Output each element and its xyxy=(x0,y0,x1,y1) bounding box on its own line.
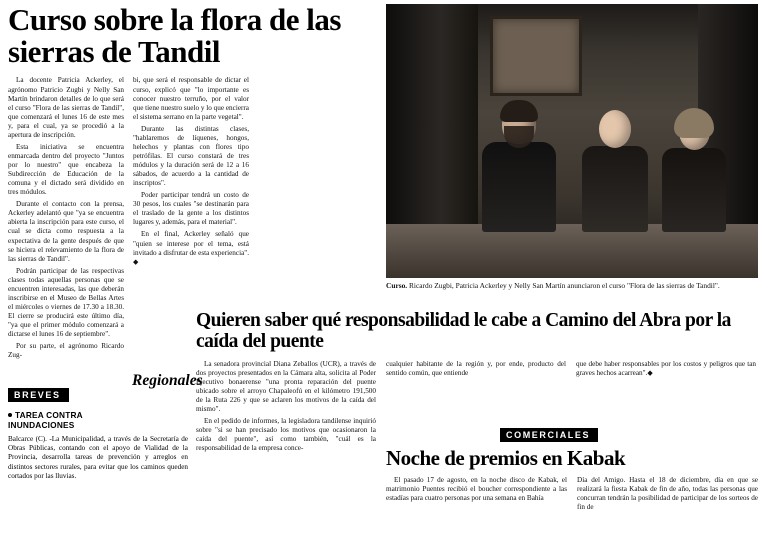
paragraph: cualquier habitante de la región y, por ende, producto del sentido común, que entiende xyxy=(386,359,566,377)
photo-person-right xyxy=(662,113,726,232)
breves-tag: BREVES xyxy=(8,388,69,402)
breves-item-body xyxy=(8,435,188,481)
article-kabak-columns xyxy=(386,476,758,515)
paragraph: La docente Patricia Ackerley, el agrónomo Patricio Zugbi y Nelly San Martín brindaron detalles de lo que será el curso "Flora de las sierras de Tandil", que comenzará el lunes 16 de este mes y, para el cual, ya se procedió a la apertura de inscripción. xyxy=(8,76,124,139)
paragraph: que debe haber responsables por los costos y peligros que tan graves hechos acarrean".◆ xyxy=(576,359,756,377)
photo-caption xyxy=(386,281,758,291)
paragraph: Por su parte, el agrónomo Ricardo Zug- xyxy=(8,342,124,360)
photo-block xyxy=(386,4,758,291)
photo-caption-lead: Curso. xyxy=(386,281,408,290)
article-kabak-column-2 xyxy=(577,476,758,515)
photo-person-center-torso xyxy=(582,146,648,232)
photo-person-left xyxy=(482,104,556,232)
photo-caption-text: Ricardo Zugbi, Patricia Ackerley y Nelly San Martín anunciaron el curso "Flora de las sierras de Tandil". xyxy=(407,281,720,290)
article-abra-columns xyxy=(196,360,758,457)
paragraph: Durante las distintas clases, "hablaremos de líquenes, hongos, helechos y plantas con flores tipo petrófilas. El curso constará de tres módulos y la duración será de 12 a 16 sábados, de acuerdo a la cantidad de inscriptos". xyxy=(133,124,249,188)
paragraph: Día del Amigo. Hasta el 18 de diciembre, día en que se realizará la fiesta Kabak de fin de año, todas las personas que concurran tendrán la posibilidad de participar de los sorteos de fin de xyxy=(577,475,758,512)
bullet-icon xyxy=(8,413,12,417)
paragraph: Podrán participar de las respectivas clases todas aquellas personas que se encuentren interesadas, las que deberán inscribirse en el Museo de Bellas Artes el miércoles o viernes de 17.30 a 18.30. El cierre se producirá este último día, "ya que el primer módulo comenzará a dictarse el lunes 16 de septiembre". xyxy=(8,266,124,339)
section-title-regionales: Regionales xyxy=(132,372,203,389)
photo-table xyxy=(386,224,758,278)
paragraph: Poder participar tendrá un costo de 30 pesos, los cuales "se destinarán para el traslado de la gente a los distintos lugares y, además, para el material". xyxy=(133,191,249,227)
comerciales-tag: COMERCIALES xyxy=(500,428,598,442)
article-photo xyxy=(386,4,758,278)
article-abra-column-3 xyxy=(576,360,756,457)
paragraph: En el pedido de informes, la legisladora tandilense inquirió sobre "si se han precisado los motivos que ocasionaron la caída del puente", así como también, "cuál es la responsabilidad de la empresa conce- xyxy=(196,417,376,453)
paragraph: Durante el contacto con la prensa, Ackerley adelantó que "ya se encuentra abierta la inscripción para este curso, el cual se dicta como respuesta a la expectativa de la gente después de que se hiciera el relevamiento de la flora de las sierras de Tandil". xyxy=(8,200,124,263)
photo-person-left-torso xyxy=(482,142,556,232)
photo-person-right-torso xyxy=(662,148,726,232)
breves-block xyxy=(8,385,188,484)
paragraph: En el final, Ackerley señaló que "quien se interese por el tema, está invitado a disfrutar de esta experiencia". ◆ xyxy=(133,230,249,266)
paragraph: Balcarce (C). -La Municipalidad, a través de la Secretaría de Obras Públicas, contando con el apoyo de Vialidad de la Provincia, desarrolla tareas de prevención y arreglos en distintos sectores rurales, para evitar que los caminos queden cortados por las lluvias. xyxy=(8,434,188,480)
breves-item-title xyxy=(8,411,188,431)
paragraph: El pasado 17 de agosto, en la noche disco de Kabak, el matrimonio Puentes recibió el boucher correspondiente a las estadías para cuatro personas por una semana en Bahía xyxy=(386,475,567,502)
article-abra xyxy=(196,310,758,457)
article-abra-headline: Quieren saber qué responsabilidad le cabe a Camino del Abra por la caída del puente xyxy=(196,310,731,353)
article-kabak-column-1 xyxy=(386,476,567,515)
article-flora-headline: Curso sobre la flora de las sierras de Tandil xyxy=(8,2,341,70)
photo-person-center-head xyxy=(599,110,631,148)
article-abra-column-1 xyxy=(196,360,376,457)
breves-item-title-line1: TAREA CONTRA xyxy=(15,410,83,420)
comerciales-tag-wrap xyxy=(500,425,598,443)
article-kabak-headline: Noche de premios en Kabak xyxy=(386,446,626,470)
article-flora-column-1 xyxy=(8,76,124,363)
photo-picture-frame xyxy=(490,16,582,96)
paragraph: Esta iniciativa se encuentra enmarcada dentro del proyecto "Juntos por lo nuestro" que encabeza la Subdirección de Educación de la comuna y el dictado será dividido en tres módulos. xyxy=(8,142,124,197)
paragraph: La senadora provincial Diana Zeballos (UCR), a través de dos proyectos presentados en la Cámara alta, solicita al Poder Ejecutivo bonaerense "una pronta reparación del puente ubicado sobre el arroyo Chapaleofú en el kilómetro 191,500 de la Ruta 226 y que se aclaren los motivos de la caída del mismo". xyxy=(196,359,376,414)
breves-item-title-line2: INUNDACIONES xyxy=(8,419,75,430)
photo-person-left-hair xyxy=(500,100,538,122)
photo-person-right-hair xyxy=(674,108,714,138)
paragraph: bi, que será el responsable de dictar el curso, explicó que "lo importante es conocer nuestro terruño, por el valor que tiene nuestro suelo y lo que encierra el sistema serrano en la parte vegetal". xyxy=(133,76,249,121)
photo-person-center xyxy=(582,110,648,232)
article-kabak xyxy=(386,448,758,515)
